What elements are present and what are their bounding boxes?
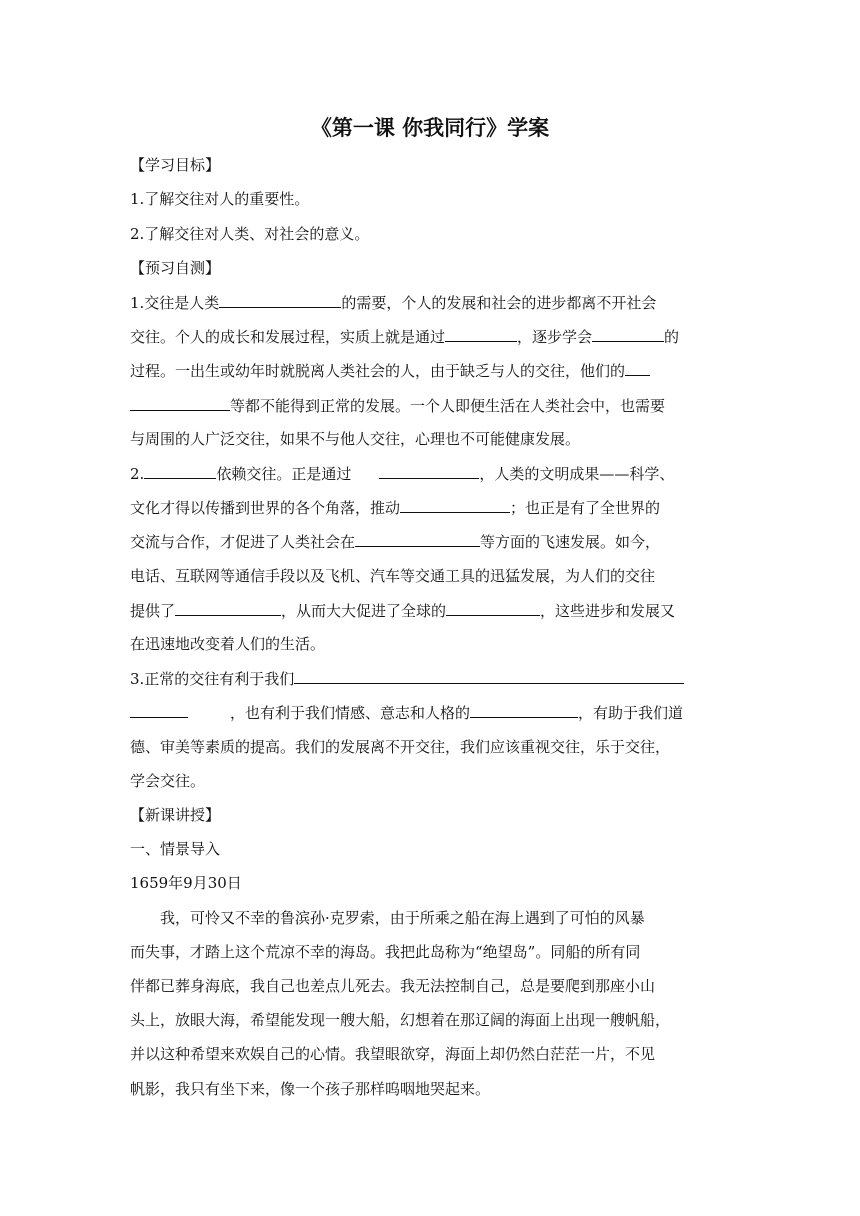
passage-line: 而失事，才踏上这个荒凉不幸的海岛。我把此岛称为“绝望岛”。同船的所有同 bbox=[130, 943, 641, 961]
fill-blank[interactable] bbox=[592, 324, 664, 342]
fill-blank[interactable] bbox=[219, 290, 341, 308]
q2-line-3: 交流与合作，才促进了人类社会在 等方面的飞速发展。如今， bbox=[130, 529, 660, 554]
passage-line: 伴都已葬身海底，我自己也差点儿死去。我无法控制自己，总是要爬到那座小山 bbox=[130, 977, 656, 995]
fill-blank[interactable] bbox=[470, 700, 578, 718]
goal-item: 2.了解交往对人类、对社会的意义。 bbox=[130, 225, 370, 243]
q1-line-2: 交往。个人的成长和发展过程，实质上就是通过 ，逐步学会 的 bbox=[130, 324, 679, 349]
q3-line-3: 德、审美等素质的提高。我们的发展离不开交往，我们应该重视交往，乐于交往， bbox=[130, 738, 671, 756]
fill-blank[interactable] bbox=[144, 461, 216, 479]
fill-blank[interactable] bbox=[446, 598, 540, 616]
section-heading-goals: 【学习目标】 bbox=[130, 156, 221, 174]
q3-line-2: ，也有利于我们情感、意志和人格的 ，有助于我们道 bbox=[130, 700, 683, 725]
diary-date: 1659年9月30日 bbox=[130, 874, 242, 892]
fill-blank[interactable] bbox=[294, 666, 684, 684]
fill-blank[interactable] bbox=[400, 495, 510, 513]
q2-line-1: 2. 依赖交往。正是通过 ，人类的文明成果——科学、 bbox=[130, 461, 674, 486]
q3-line-1: 3.正常的交往有利于我们 bbox=[130, 666, 684, 691]
subheading-intro: 一、情景导入 bbox=[130, 840, 221, 858]
section-heading-newlesson: 【新课讲授】 bbox=[130, 806, 221, 824]
q1-line-5: 与周围的人广泛交往，如果不与他人交往，心理也不可能健康发展。 bbox=[130, 430, 581, 448]
q3-line-4: 学会交往。 bbox=[130, 772, 206, 790]
fill-blank[interactable] bbox=[625, 358, 650, 376]
passage-line: 帆影，我只有坐下来，像一个孩子那样呜咽地哭起来。 bbox=[130, 1080, 491, 1098]
q2-line-5: 提供了 ，从而大大促进了全球的 ，这些进步和发展又 bbox=[130, 598, 675, 623]
section-heading-preview: 【预习自测】 bbox=[130, 259, 221, 277]
q1-line-3: 过程。一出生或幼年时就脱离人类社会的人，由于缺乏与人的交往，他们的 bbox=[130, 358, 650, 383]
q1-line-1: 1.交往是人类 的需要，个人的发展和社会的进步都离不开社会 bbox=[130, 290, 656, 315]
q2-line-4: 电话、互联网等通信手段以及飞机、汽车等交通工具的迅猛发展，为人们的交往 bbox=[130, 567, 656, 585]
passage-line: 我，可怜又不幸的鲁滨孙·克罗索，由于所乘之船在海上遇到了可怕的风暴 bbox=[160, 909, 645, 927]
fill-blank[interactable] bbox=[130, 700, 188, 718]
goal-item: 1.了解交往对人的重要性。 bbox=[130, 190, 310, 208]
fill-blank[interactable] bbox=[130, 393, 230, 411]
fill-blank[interactable] bbox=[355, 529, 480, 547]
passage-line: 头上，放眼大海，希望能发现一艘大船，幻想着在那辽阔的海面上出现一艘帆船， bbox=[130, 1011, 671, 1029]
q1-line-4: 等都不能得到正常的发展。一个人即便生活在人类社会中，也需要 bbox=[130, 393, 665, 418]
fill-blank[interactable] bbox=[175, 598, 281, 616]
q2-line-6: 在迅速地改变着人们的生活。 bbox=[130, 635, 326, 653]
passage-line: 并以这种希望来欢娱自己的心情。我望眼欲穿，海面上却仍然白茫茫一片，不见 bbox=[130, 1045, 656, 1063]
fill-blank[interactable] bbox=[379, 461, 479, 479]
q2-line-2: 文化才得以传播到世界的各个角落，推动 ；也正是有了全世界的 bbox=[130, 495, 660, 520]
page-title: 《第一课 你我同行》学案 bbox=[310, 115, 550, 140]
fill-blank[interactable] bbox=[445, 324, 517, 342]
